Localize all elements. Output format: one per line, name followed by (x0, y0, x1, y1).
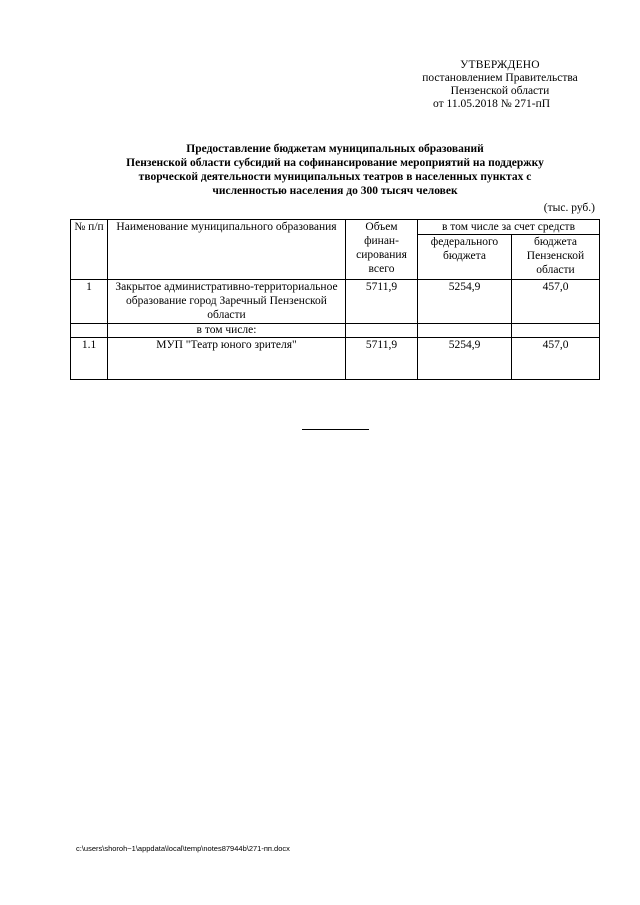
title-line-3: творческой деятельности муниципальных театров в населенных пунктах с (138, 171, 532, 183)
approval-heading: УТВЕРЖДЕНО (460, 59, 540, 71)
cell-total: 5711,9 (346, 338, 418, 380)
cell-num: 1 (71, 280, 108, 324)
table-row-including (71, 324, 600, 338)
cell-including-label: в том числе: (108, 324, 346, 338)
cell-num: 1.1 (71, 338, 108, 380)
cell-federal: 5254,9 (418, 338, 512, 380)
approval-date: от 11.05.2018 № 271-пП (433, 98, 551, 110)
cell-empty (512, 324, 600, 338)
header-num: № п/п (71, 220, 108, 280)
cell-empty (71, 324, 108, 338)
file-path-footer: c:\users\shoroh~1\appdata\local\temp\notes87944b\271-пп.docx (76, 844, 290, 853)
cell-empty (346, 324, 418, 338)
header-regional: бюджета Пензенской области (512, 235, 600, 280)
subsidy-table (70, 219, 600, 380)
document-title (70, 142, 600, 198)
cell-regional: 457,0 (512, 338, 600, 380)
approval-line-resolution: постановлением Правительства (422, 72, 578, 84)
cell-name: Закрытое административно-территориальное образование город Заречный Пензенской области (108, 280, 346, 324)
title-line-1: Предоставление бюджетам муниципальных образований (186, 143, 484, 155)
units-label: (тыс. руб.) (543, 202, 595, 214)
header-including: в том числе за счет средств (418, 220, 600, 235)
cell-name: МУП "Театр юного зрителя" (108, 338, 346, 380)
table-row (71, 280, 600, 324)
table-row (71, 338, 600, 380)
table-header-row (71, 220, 600, 235)
cell-regional: 457,0 (512, 280, 600, 324)
cell-federal: 5254,9 (418, 280, 512, 324)
header-name: Наименование муниципального образования (108, 220, 346, 280)
header-total: Объем финан-сирования всего (346, 220, 418, 280)
separator-line (302, 429, 369, 430)
approval-line-region: Пензенской области (450, 85, 550, 97)
title-line-4: численностью населения до 300 тысяч человек (212, 185, 458, 197)
approval-stamp (400, 59, 600, 111)
header-federal: федерального бюджета (418, 235, 512, 280)
title-line-2: Пензенской области субсидий на софинансирование мероприятий на поддержку (126, 157, 544, 169)
cell-empty (418, 324, 512, 338)
cell-total: 5711,9 (346, 280, 418, 324)
